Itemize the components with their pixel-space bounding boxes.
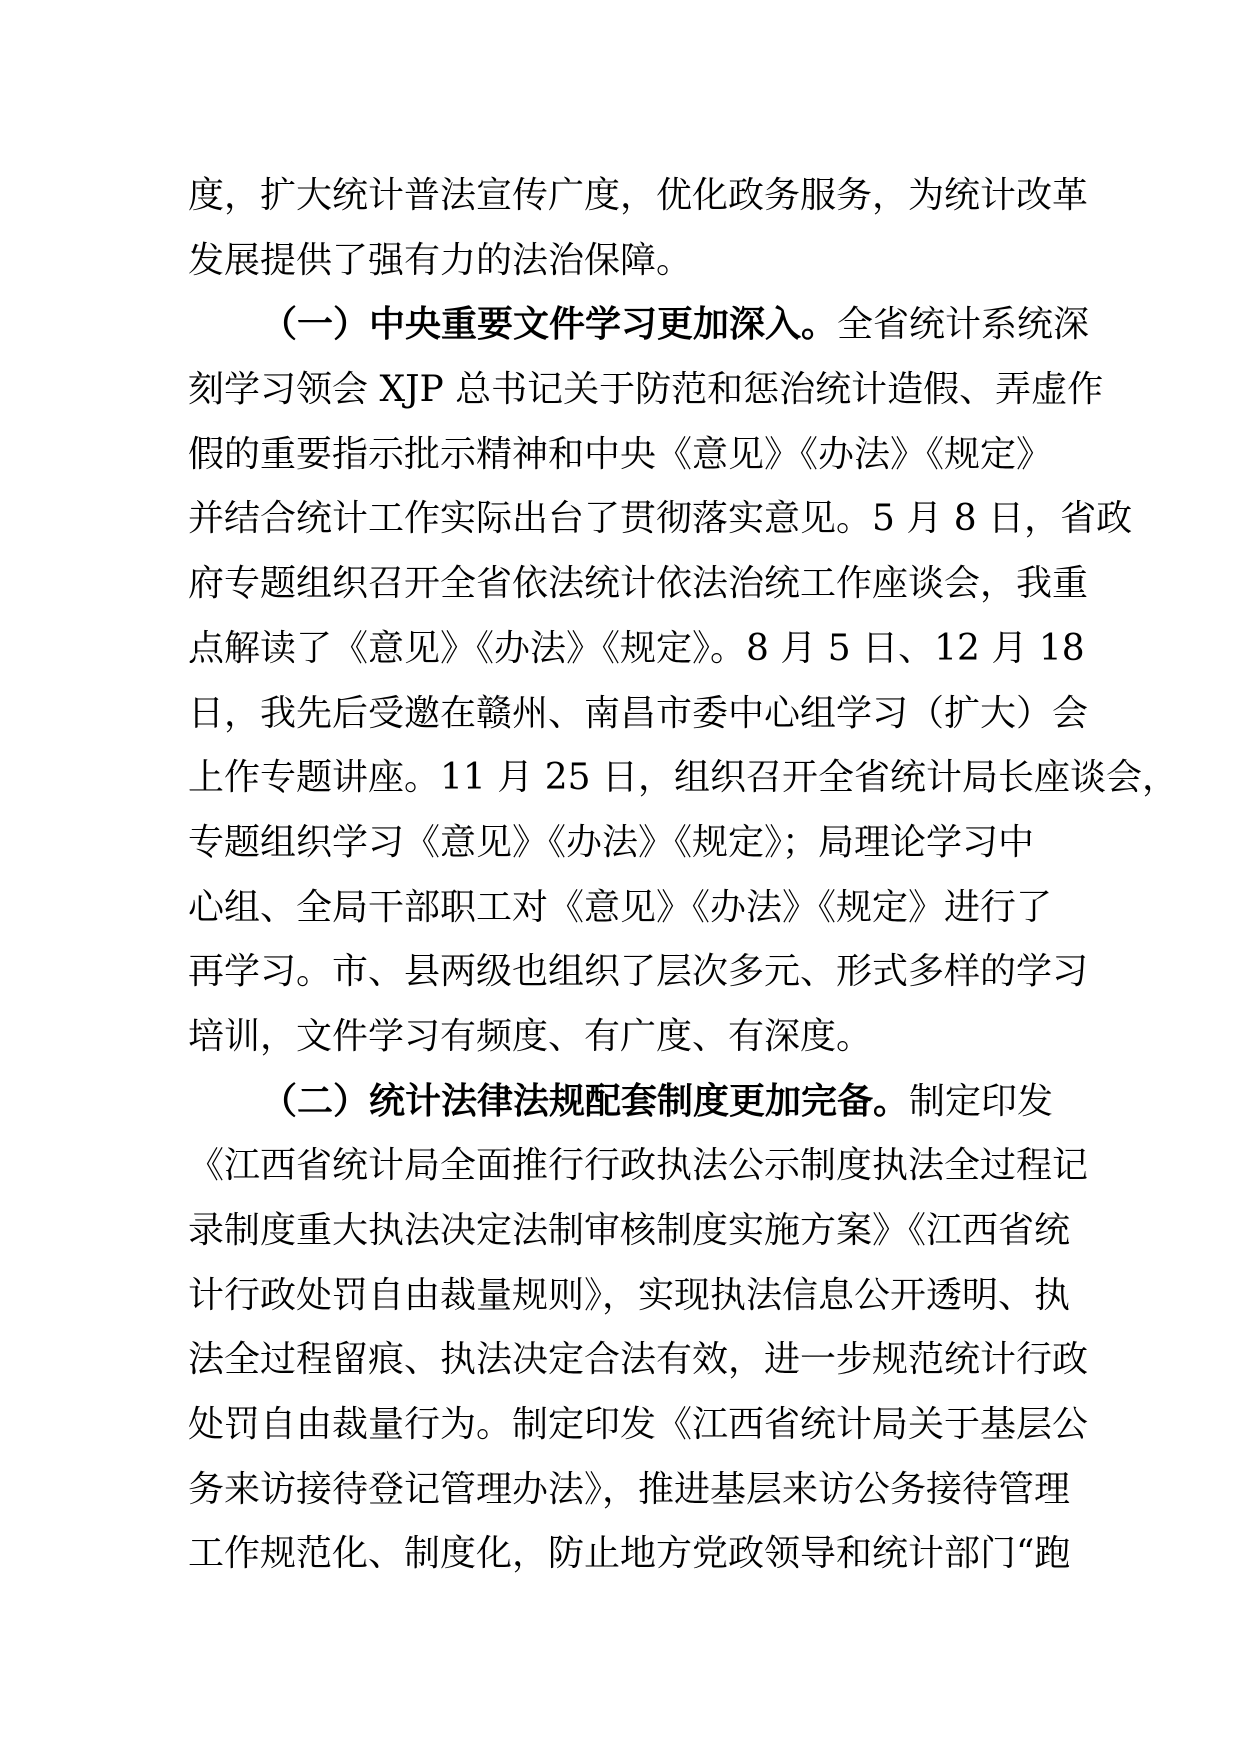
- text-line: 务来访接待登记管理办法》，推进基层来访公务接待管理: [188, 1468, 1071, 1510]
- text-line: 点解读了《意见》《办法》《规定》。8 月 5 日、12 月 18: [188, 627, 1085, 669]
- text-line: 培训，文件学习有频度、有广度、有深度。: [188, 1015, 873, 1057]
- section-heading-2: （二）统计法律法规配套制度更加完备。: [261, 1080, 910, 1122]
- text-line: 发展提供了强有力的法治保障。: [188, 239, 693, 281]
- paragraph-start-line: [188, 293, 1088, 358]
- text-line: 处罚自由裁量行为。制定印发《江西省统计局关于基层公: [188, 1404, 1089, 1446]
- text-line: 府专题组织召开全省依法统计依法治统工作座谈会，我重: [188, 563, 1089, 605]
- text-run: 全省统计系统深: [837, 304, 1090, 346]
- text-line: 日，我先后受邀在赣州、南昌市委中心组学习（扩大）会: [188, 692, 1089, 734]
- body-text: [188, 164, 1178, 1587]
- text-line: 假的重要指示批示精神和中央《意见》《办法》《规定》: [188, 433, 1053, 475]
- text-line: 专题组织学习《意见》《办法》《规定》；局理论学习中: [188, 821, 1035, 863]
- text-line: 录制度重大执法决定法制审核制度实施方案》《江西省统: [188, 1210, 1071, 1251]
- text-line: 计行政处罚自由裁量规则》，实现执法信息公开透明、执: [188, 1274, 1071, 1316]
- text-line: 并结合统计工作实际出台了贯彻落实意见。5 月 8 日，省政: [188, 498, 1133, 540]
- text-line: 再学习。市、县两级也组织了层次多元、形式多样的学习: [188, 951, 1089, 993]
- text-line: 心组、全局干部职工对《意见》《办法》《规定》进行了: [188, 886, 1053, 928]
- text-line: 上作专题讲座。11 月 25 日，组织召开全省统计局长座谈会，: [188, 757, 1178, 799]
- paragraph-start-line: [188, 1070, 1088, 1135]
- text-line: 刻学习领会 XJP 总书记关于防范和惩治统计造假、弄虚作: [188, 369, 1104, 411]
- text-run: 制定印发: [909, 1080, 1054, 1122]
- text-line: 法全过程留痕、执法决定合法有效，进一步规范统计行政: [188, 1339, 1089, 1381]
- section-heading-1: （一）中央重要文件学习更加深入。: [261, 304, 838, 346]
- text-line: 工作规范化、制度化，防止地方党政领导和统计部门“跑: [188, 1533, 1071, 1575]
- text-line: 度，扩大统计普法宣传广度，优化政务服务，为统计改革: [188, 175, 1089, 216]
- text-line: 《江西省统计局全面推行行政执法公示制度执法全过程记: [188, 1145, 1089, 1187]
